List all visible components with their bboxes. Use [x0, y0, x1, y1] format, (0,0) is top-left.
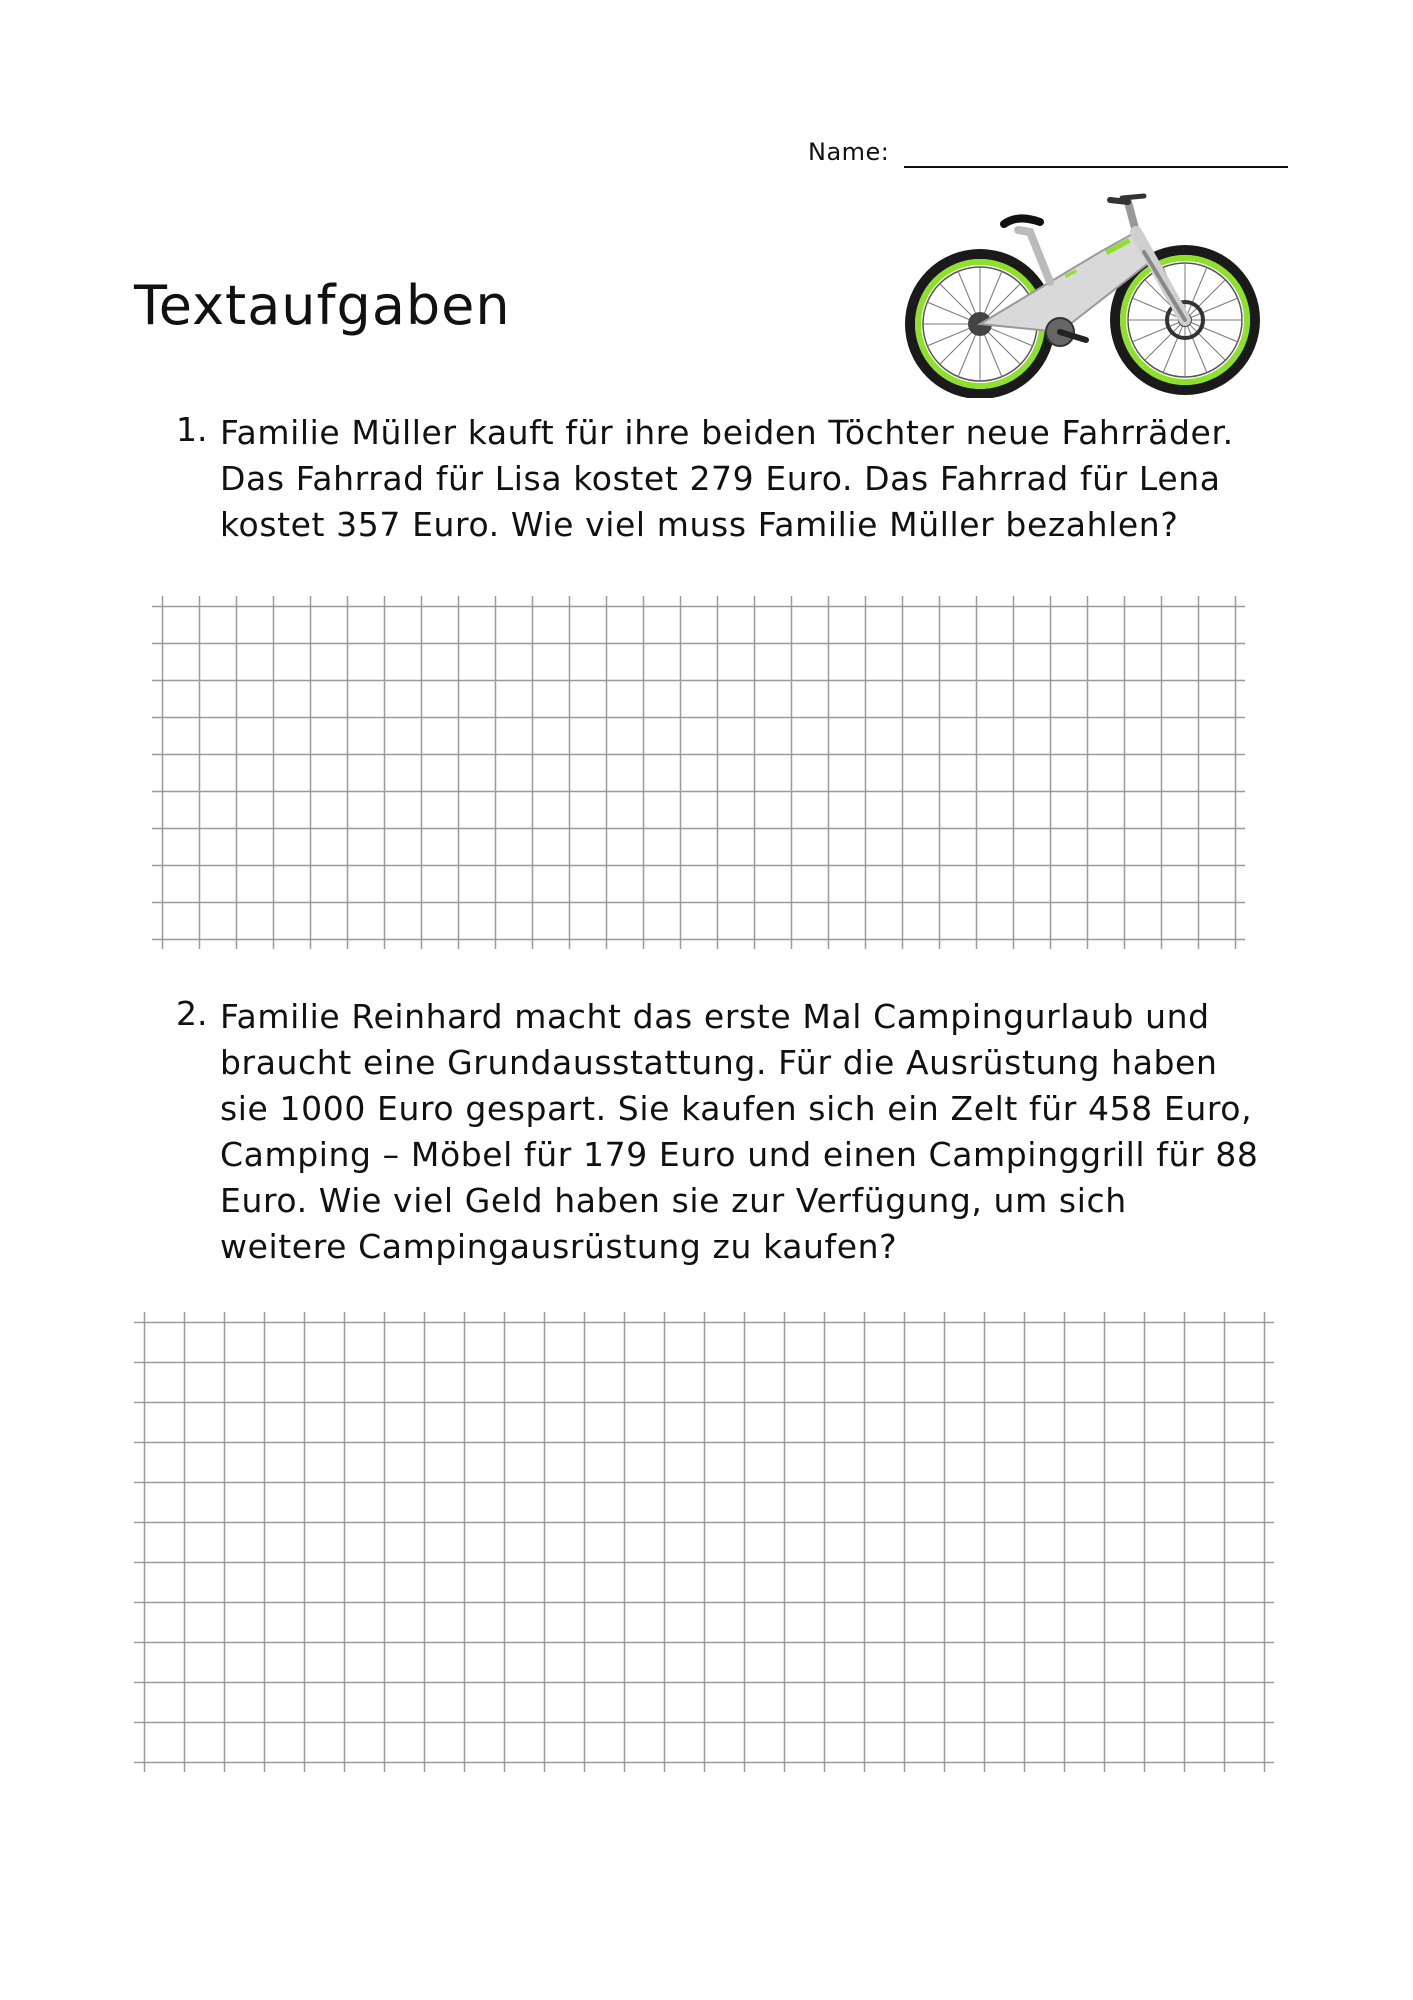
page-title: Textaufgaben	[134, 274, 511, 337]
bicycle-illustration	[900, 192, 1262, 398]
task-number: 1.	[176, 410, 208, 449]
name-label: Name:	[808, 138, 890, 166]
task-text: Familie Müller kauft für ihre beiden Töchter neue Fahrräder. Das Fahrrad für Lisa kostet 279 Euro. Das Fahrrad für Lena kostet 357 Euro. Wie viel muss Familie Müller bezahlen?	[220, 413, 1234, 544]
answer-grid-2[interactable]	[134, 1312, 1290, 1794]
name-field-block	[808, 136, 1288, 172]
task-text: Familie Reinhard macht das erste Mal Campingurlaub und braucht eine Grundausstattung. Für die Ausrüstung haben sie 1000 Euro gespart. Sie kaufen sich ein Zelt für 458 Euro, Camping – Möbel für 179 Euro und einen Campinggrill für 88 Euro. Wie viel Geld haben sie zur Verfügung, um sich weitere Campingausrüstung zu kaufen?	[220, 997, 1259, 1266]
task-number: 2.	[176, 994, 208, 1033]
name-field[interactable]	[904, 136, 1292, 168]
answer-grid-1[interactable]	[152, 596, 1274, 952]
name-underline	[904, 166, 1288, 168]
